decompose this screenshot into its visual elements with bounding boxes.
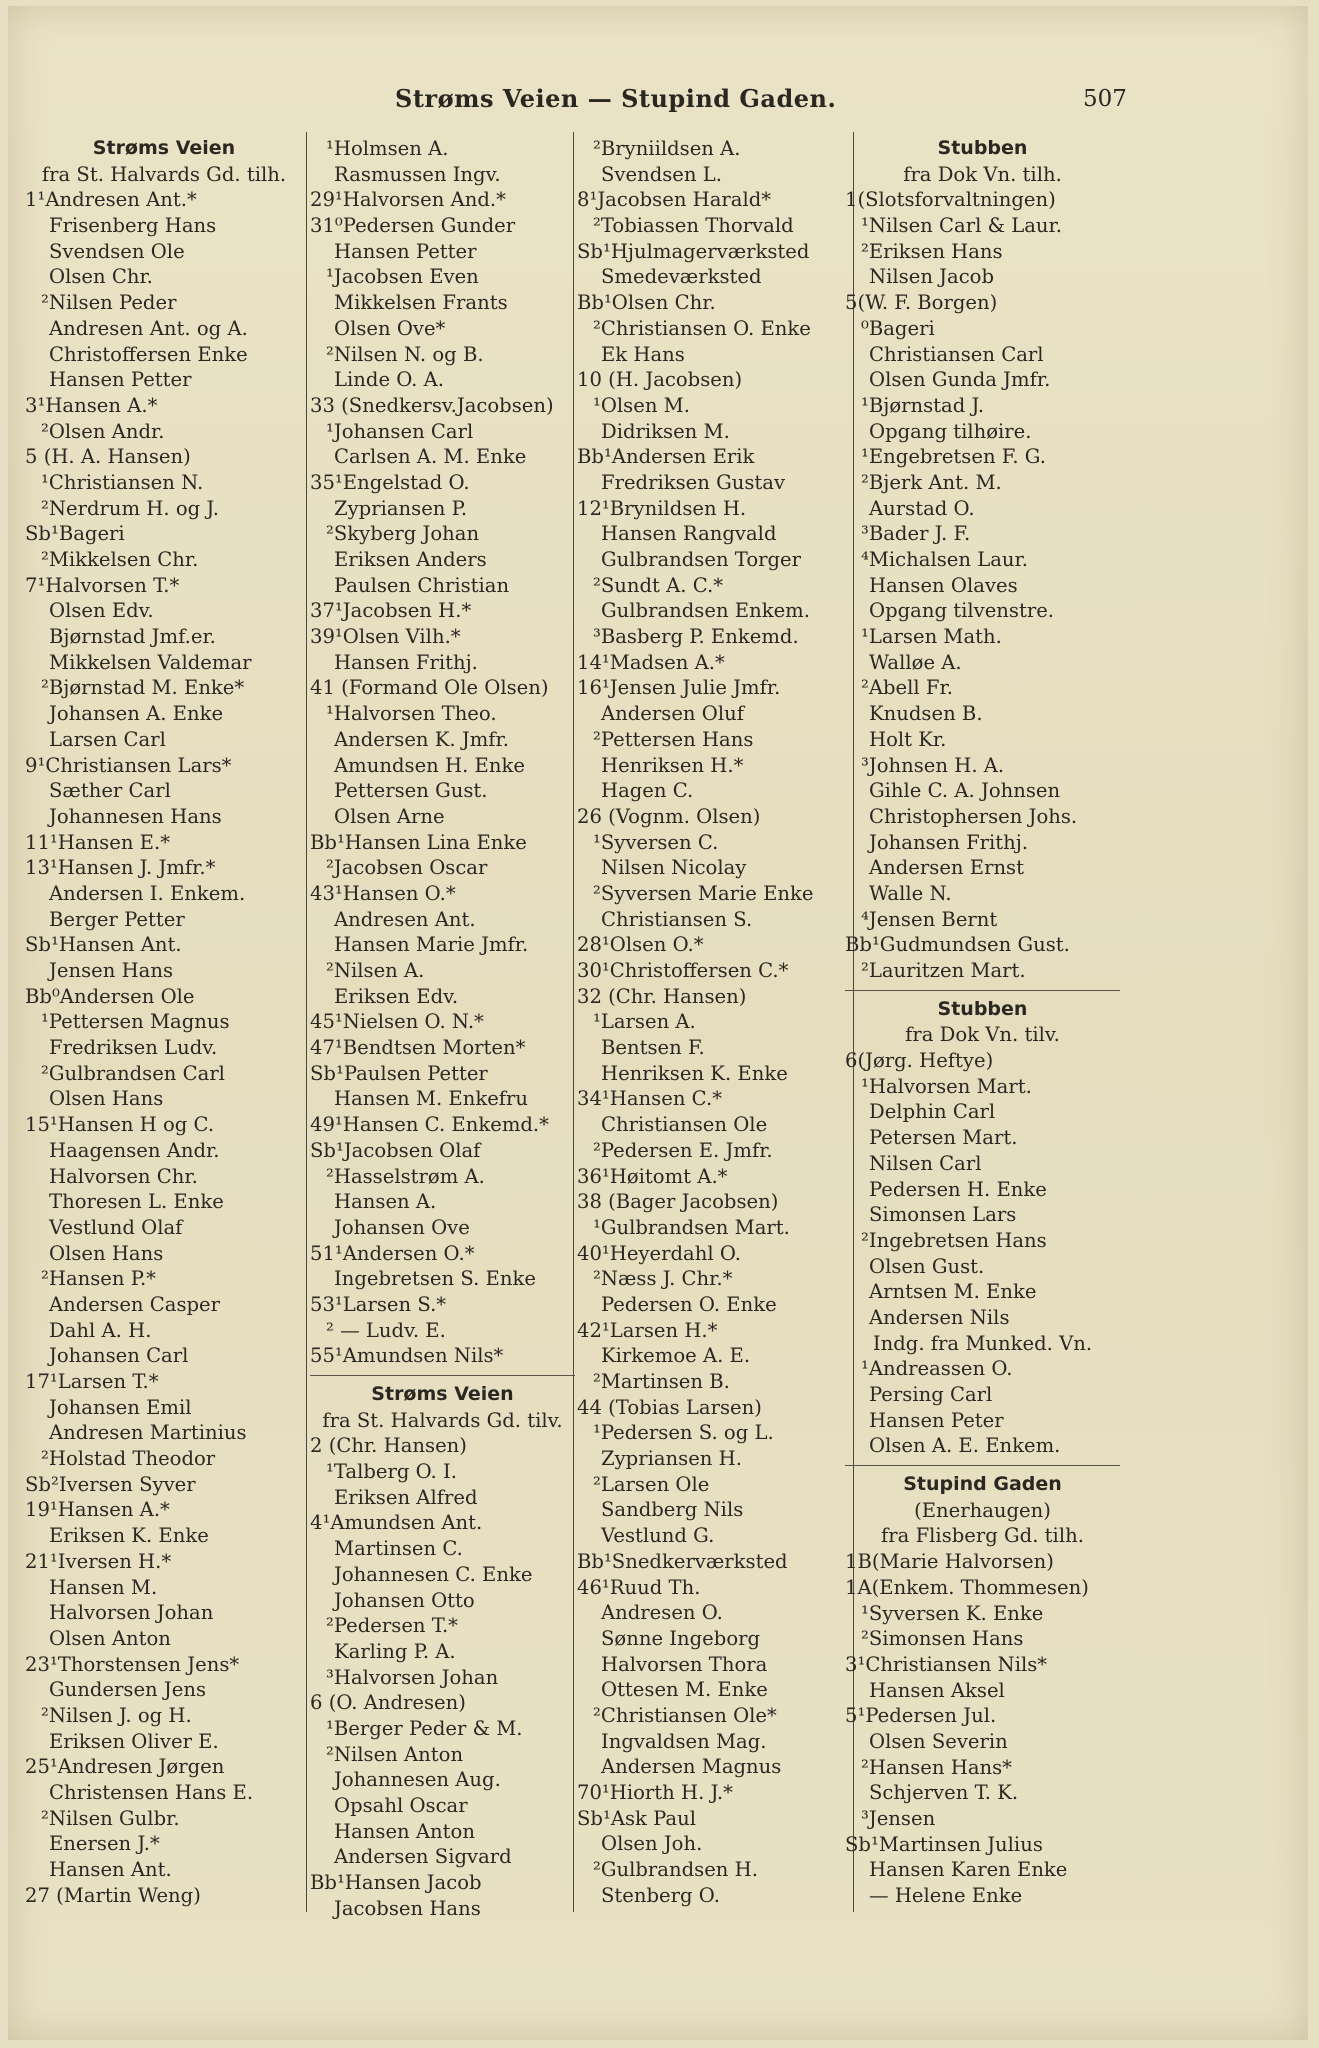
directory-entry: Haagensen Andr.: [49, 1138, 220, 1162]
directory-entry: Larsen Carl: [49, 727, 166, 751]
directory-entry: Johannesen Hans: [49, 804, 222, 828]
directory-entry: Bb¹Snedkerværksted: [577, 1549, 788, 1573]
directory-entry: Frisenberg Hans: [49, 214, 217, 238]
directory-entry: ² — Ludv. E.: [326, 1318, 446, 1342]
directory-entry: Christensen Hans E.: [49, 1781, 254, 1804]
directory-entry: Johansen Emil: [49, 1395, 192, 1419]
directory-entry: Karling P. A.: [334, 1639, 456, 1663]
directory-entry: Andersen Sigvard: [334, 1845, 512, 1869]
directory-entry: 9¹Christiansen Lars*: [25, 753, 232, 777]
column-3: [577, 136, 857, 1926]
directory-entry: Fredriksen Gustav: [601, 470, 786, 494]
directory-entry: Vestlund G.: [601, 1524, 715, 1548]
directory-entry: Eriksen Edv.: [334, 984, 459, 1008]
directory-entry: ¹Talberg O. I.: [326, 1460, 457, 1484]
directory-entry: 6 (O. Andresen): [310, 1691, 466, 1715]
directory-entry: ²Ingebretsen Hans: [861, 1228, 1047, 1252]
directory-entry: 1B(Marie Halvorsen): [845, 1550, 1054, 1574]
directory-entry: Vestlund Olaf: [49, 1215, 183, 1239]
directory-entry: Walløe A.: [869, 650, 962, 674]
directory-entry: Hansen Anton: [334, 1819, 475, 1843]
directory-entry: Olsen Gust.: [869, 1254, 985, 1278]
directory-entry: Gihle C. A. Johnsen: [869, 779, 1061, 803]
directory-entry: Enersen J.*: [49, 1832, 160, 1856]
directory-entry: Christoffersen Enke: [49, 342, 248, 366]
directory-entry: Holt Kr.: [869, 727, 947, 751]
directory-entry: Amundsen H. Enke: [334, 753, 525, 777]
directory-entry: ²Hansen P.*: [41, 1267, 156, 1291]
directory-entry: Mikkelsen Valdemar: [49, 650, 252, 674]
directory-entry: ³Jensen: [861, 1807, 936, 1830]
directory-entry: ⁴Michalsen Laur.: [861, 548, 1028, 571]
directory-entry: Hansen Rangvald: [601, 522, 777, 546]
directory-entry: Olsen A. E. Enkem.: [869, 1434, 1061, 1458]
directory-entry: fra Dok Vn. tilv.: [905, 1023, 1060, 1047]
page-title: Strøms Veien — Stupind Gaden.: [395, 84, 837, 113]
directory-entry: ²Skyberg Johan: [326, 522, 480, 546]
page-header: [0, 84, 1319, 118]
directory-entry: 46¹Ruud Th.: [577, 1575, 701, 1599]
directory-entry: Svendsen Ole: [49, 239, 185, 263]
directory-entry: 3¹Christiansen Nils*: [845, 1652, 1048, 1676]
directory-entry: Opsahl Oscar: [334, 1794, 468, 1817]
column-4: [845, 136, 1120, 1926]
directory-entry: ²Pettersen Hans: [593, 727, 754, 751]
directory-entry: Pedersen O. Enke: [601, 1292, 777, 1316]
directory-entry: 14¹Madsen A.*: [577, 650, 725, 674]
directory-entry: Andersen Casper: [49, 1292, 221, 1316]
directory-entry: Bentsen F.: [601, 1036, 705, 1060]
directory-entry: ²Christiansen Ole*: [593, 1703, 777, 1727]
directory-entry: fra Flisberg Gd. tilh.: [881, 1524, 1084, 1548]
directory-entry: ¹Pettersen Magnus: [41, 1010, 230, 1034]
directory-entry: Hansen Karen Enke: [869, 1858, 1068, 1882]
directory-entry: Gundersen Jens: [49, 1678, 207, 1702]
directory-entry: ²Olsen Andr.: [41, 419, 165, 443]
directory-entry: ²Bjørnstad M. Enke*: [41, 676, 245, 700]
directory-entry: ¹Gulbrandsen Mart.: [593, 1215, 790, 1239]
directory-entry: ¹Johansen Carl: [326, 419, 474, 443]
directory-entry: Berger Petter: [49, 907, 185, 931]
directory-entry: Opgang tilvenstre.: [869, 599, 1055, 623]
directory-entry: 5 (H. A. Hansen): [25, 445, 191, 469]
directory-entry: Olsen Arne: [334, 804, 445, 828]
directory-entry: 70¹Hiorth H. J.*: [577, 1781, 733, 1804]
directory-entry: ²Pedersen T.*: [326, 1614, 458, 1638]
directory-entry: Hansen Peter: [869, 1408, 1004, 1432]
directory-entry: 37¹Jacobsen H.*: [310, 599, 472, 623]
street-heading: Stubben: [937, 997, 1028, 1020]
directory-entry: ²Tobiassen Thorvald: [593, 214, 794, 238]
directory-entry: ¹Olsen M.: [593, 393, 690, 417]
directory-entry: 10 (H. Jacobsen): [577, 368, 743, 392]
directory-entry: Johansen Otto: [334, 1588, 475, 1612]
directory-entry: Jacobsen Hans: [334, 1896, 481, 1920]
directory-entry: 1(Slotsforvaltningen): [845, 188, 1056, 212]
directory-entry: 40¹Heyerdahl O.: [577, 1241, 741, 1265]
directory-entry: Christiansen Ole: [601, 1113, 768, 1137]
directory-entry: ²Christiansen O. Enke: [593, 316, 811, 340]
directory-entry: Olsen Hans: [49, 1241, 164, 1265]
directory-entry: — Helene Enke: [869, 1884, 1023, 1908]
directory-entry: Ingebretsen S. Enke: [334, 1267, 536, 1291]
directory-entry: 5¹Pedersen Jul.: [845, 1704, 997, 1728]
directory-entry: 8¹Jacobsen Harald*: [577, 188, 772, 212]
directory-entry: 49¹Hansen C. Enkemd.*: [310, 1113, 549, 1137]
directory-entry: Andersen Ernst: [869, 856, 1024, 880]
directory-entry: ²Martinsen B.: [593, 1370, 730, 1393]
directory-entry: Ottesen M. Enke: [601, 1678, 768, 1702]
directory-entry: Sb¹Martinsen Julius: [845, 1832, 1043, 1856]
directory-entry: Sb²Iversen Syver: [25, 1472, 196, 1496]
directory-entry: ²Bryniildsen A.: [593, 137, 741, 160]
directory-entry: Hansen Ant.: [49, 1858, 172, 1882]
directory-entry: 41 (Formand Ole Olsen): [310, 676, 549, 700]
directory-entry: Andersen Oluf: [601, 702, 744, 726]
directory-entry: 53¹Larsen S.*: [310, 1292, 447, 1316]
directory-entry: Olsen Ove*: [334, 316, 446, 340]
directory-entry: 35¹Engelstad O.: [310, 470, 470, 494]
directory-entry: ³Johnsen H. A.: [861, 753, 1005, 777]
directory-entry: ²Gulbrandsen H.: [593, 1858, 758, 1882]
directory-entry: ¹Halvorsen Theo.: [326, 702, 497, 726]
directory-entry: Sb¹Hansen Ant.: [25, 933, 182, 957]
directory-entry: ²Næss J. Chr.*: [593, 1267, 733, 1291]
directory-entry: 27 (Martin Weng): [25, 1883, 201, 1907]
directory-entry: 2 (Chr. Hansen): [310, 1434, 467, 1458]
directory-entry: 34¹Hansen C.*: [577, 1087, 722, 1111]
directory-entry: Walle N.: [869, 881, 952, 905]
directory-entry: ²Nilsen Gulbr.: [41, 1806, 180, 1830]
directory-entry: Hagen C.: [601, 779, 694, 803]
street-heading: Stupind Gaden: [903, 1473, 1062, 1496]
street-heading: Strøms Veien: [92, 137, 236, 159]
directory-entry: 17¹Larsen T.*: [25, 1370, 159, 1393]
directory-entry: 30¹Christoffersen C.*: [577, 959, 789, 982]
directory-entry: ¹Halvorsen Mart.: [861, 1074, 1032, 1098]
section-rule: [845, 1465, 1120, 1466]
directory-entry: ¹Engebretsen F. G.: [861, 445, 1046, 469]
directory-entry: Rasmussen Ingv.: [334, 162, 501, 186]
directory-entry: ¹Syversen C.: [593, 830, 719, 854]
directory-entry: Olsen Joh.: [601, 1832, 703, 1856]
directory-entry: Thoresen L. Enke: [49, 1190, 224, 1214]
directory-entry: Hansen M.: [49, 1575, 158, 1599]
directory-entry: Halvorsen Johan: [49, 1601, 214, 1625]
directory-entry: ¹Nilsen Carl & Laur.: [861, 214, 1062, 238]
directory-entry: 21¹Iversen H.*: [25, 1549, 172, 1573]
directory-entry: Aurstad O.: [869, 496, 975, 520]
directory-entry: ¹Larsen Math.: [861, 625, 1002, 649]
street-heading: Strøms Veien: [371, 1383, 514, 1405]
directory-entry: Carlsen A. M. Enke: [334, 445, 527, 469]
directory-entry: 26 (Vognm. Olsen): [577, 804, 761, 828]
directory-entry: 7¹Halvorsen T.*: [25, 573, 180, 597]
section-rule: [310, 1375, 575, 1376]
column-2: [310, 136, 575, 1926]
directory-entry: Mikkelsen Frants: [334, 291, 508, 315]
directory-entry: ⁴Jensen Bernt: [861, 907, 998, 931]
directory-entry: Andresen Ant. og A.: [49, 316, 248, 340]
directory-entry: Sb¹Ask Paul: [577, 1806, 696, 1830]
directory-entry: Indg. fra Munked. Vn.: [872, 1331, 1093, 1355]
directory-entry: Olsen Hans: [49, 1087, 164, 1111]
directory-entry: Simonsen Lars: [869, 1203, 1017, 1227]
directory-entry: Andresen Martinius: [49, 1421, 247, 1445]
directory-entry: ¹Bjørnstad J.: [861, 393, 985, 417]
directory-entry: Johansen Carl: [49, 1344, 189, 1368]
directory-entry: ²Nilsen N. og B.: [326, 342, 484, 366]
directory-entry: Opgang tilhøire.: [869, 419, 1032, 443]
directory-entry: Hansen Petter: [49, 368, 192, 392]
directory-entry: ²Abell Fr.: [861, 676, 953, 700]
directory-entry: 42¹Larsen H.*: [577, 1318, 718, 1342]
section-rule: [845, 990, 1120, 991]
directory-entry: 19¹Hansen A.*: [25, 1498, 170, 1522]
directory-entry: Olsen Gunda Jmfr.: [869, 368, 1051, 392]
directory-entry: 15¹Hansen H og C.: [25, 1113, 215, 1137]
directory-entry: Henriksen K. Enke: [601, 1061, 788, 1085]
page-number: 507: [1083, 86, 1127, 112]
directory-entry: ²Mikkelsen Chr.: [41, 548, 199, 571]
directory-entry: 31⁰Pedersen Gunder: [310, 214, 516, 238]
directory-entry: ¹Holmsen A.: [326, 137, 449, 160]
directory-entry: Eriksen Anders: [334, 548, 487, 571]
directory-entry: 12¹Brynildsen H.: [577, 496, 747, 520]
directory-entry: 45¹Nielsen O. N.*: [310, 1010, 484, 1034]
directory-entry: 13¹Hansen J. Jmfr.*: [25, 856, 216, 880]
directory-entry: Gulbrandsen Enkem.: [601, 599, 810, 623]
directory-entry: Zypriansen H.: [601, 1447, 742, 1471]
directory-entry: Andresen Ant.: [334, 907, 476, 931]
directory-entry: 16¹Jensen Julie Jmfr.: [577, 676, 781, 700]
directory-entry: Sb¹Paulsen Petter: [310, 1061, 488, 1085]
directory-entry: 38 (Bager Jacobsen): [577, 1190, 779, 1214]
directory-entry: 33 (Snedkersv.Jacobsen): [310, 393, 554, 417]
directory-entry: ²Syversen Marie Enke: [593, 881, 814, 905]
directory-entry: Sb¹Jacobsen Olaf: [310, 1138, 481, 1162]
directory-entry: ²Larsen Ole: [593, 1472, 710, 1496]
directory-entry: Martinsen C.: [334, 1537, 463, 1561]
directory-entry: ¹Andreassen O.: [861, 1357, 1013, 1381]
directory-entry: ²Simonsen Hans: [861, 1627, 1024, 1651]
directory-entry: fra St. Halvards Gd. tilv.: [322, 1408, 563, 1432]
directory-entry: ³Basberg P. Enkemd.: [593, 625, 799, 649]
directory-entry: Bb¹Gudmundsen Gust.: [845, 933, 1070, 957]
directory-entry: Sønne Ingeborg: [601, 1626, 761, 1650]
directory-entry: Eriksen Oliver E.: [49, 1729, 219, 1753]
directory-entry: 51¹Andersen O.*: [310, 1241, 475, 1265]
directory-entry: Halvorsen Chr.: [49, 1164, 198, 1188]
directory-entry: Johansen A. Enke: [49, 702, 224, 726]
directory-entry: Pettersen Gust.: [334, 779, 488, 803]
directory-entry: Andresen O.: [601, 1601, 723, 1625]
directory-entry: 3¹Hansen A.*: [25, 393, 158, 417]
directory-entry: Christiansen S.: [601, 907, 753, 931]
directory-entry: ²Hasselstrøm A.: [326, 1164, 485, 1188]
directory-entry: 4¹Amundsen Ant.: [310, 1511, 483, 1535]
directory-entry: Olsen Severin: [869, 1729, 1008, 1753]
directory-entry: Hansen Petter: [334, 239, 477, 263]
directory-entry: Gulbrandsen Torger: [601, 548, 802, 571]
directory-entry: ²Lauritzen Mart.: [861, 959, 1026, 982]
directory-entry: 1A(Enkem. Thommesen): [845, 1575, 1089, 1599]
directory-entry: Hansen A.: [334, 1190, 437, 1214]
directory-entry: Nilsen Nicolay: [601, 856, 747, 880]
directory-entry: fra Dok Vn. tilh.: [903, 162, 1062, 186]
directory-entry: Olsen Chr.: [49, 265, 153, 289]
directory-entry: 29¹Halvorsen And.*: [310, 188, 506, 212]
directory-entry: Petersen Mart.: [869, 1126, 1018, 1150]
directory-entry: 43¹Hansen O.*: [310, 881, 456, 905]
directory-entry: 32 (Chr. Hansen): [577, 984, 747, 1008]
directory-entry: ²Gulbrandsen Carl: [41, 1061, 225, 1085]
directory-entry: ¹Syversen K. Enke: [861, 1601, 1044, 1625]
directory-entry: Johansen Ove: [334, 1215, 470, 1239]
directory-entry: Knudsen B.: [869, 702, 983, 726]
directory-entry: Nilsen Jacob: [869, 265, 995, 289]
directory-entry: Sandberg Nils: [601, 1498, 744, 1522]
directory-entry: Christophersen Johs.: [869, 804, 1078, 828]
directory-entry: Hansen Olaves: [869, 573, 1018, 597]
directory-entry: Stenberg O.: [601, 1883, 720, 1907]
directory-entry: Bjørnstad Jmf.er.: [49, 625, 216, 649]
directory-entry: 44 (Tobias Larsen): [577, 1395, 762, 1419]
directory-entry: Paulsen Christian: [334, 573, 510, 597]
directory-entry: ²Nilsen Anton: [326, 1742, 464, 1766]
directory-entry: ¹Berger Peder & M.: [326, 1716, 523, 1740]
directory-entry: Sb¹Hjulmagerværksted: [577, 239, 810, 263]
directory-entry: ²Nilsen Peder: [41, 291, 177, 315]
directory-entry: 6(Jørg. Heftye): [845, 1049, 994, 1073]
directory-entry: Bb⁰Andersen Ole: [25, 984, 195, 1008]
directory-entry: ²Bjerk Ant. M.: [861, 470, 1002, 494]
directory-entry: Jensen Hans: [49, 959, 174, 982]
directory-entry: Zypriansen P.: [334, 496, 468, 520]
directory-entry: Eriksen K. Enke: [49, 1524, 209, 1548]
directory-entry: Johannesen Aug.: [334, 1768, 501, 1792]
directory-entry: ²Eriksen Hans: [861, 239, 1003, 263]
street-heading: Stubben: [937, 137, 1028, 159]
directory-entry: Linde O. A.: [334, 368, 445, 392]
directory-entry: Andersen K. Jmfr.: [334, 727, 509, 751]
directory-entry: Hansen Aksel: [869, 1678, 1005, 1702]
directory-entry: fra St. Halvards Gd. tilh.: [41, 162, 287, 186]
directory-entry: ²Hansen Hans*: [861, 1755, 1012, 1779]
directory-entry: Christiansen Carl: [869, 342, 1044, 366]
directory-entry: ²Pedersen E. Jmfr.: [593, 1138, 773, 1162]
directory-entry: Olsen Anton: [49, 1626, 171, 1650]
directory-entry: Fredriksen Ludv.: [49, 1036, 218, 1060]
directory-entry: Halvorsen Thora: [601, 1652, 768, 1676]
directory-entry: Andersen Magnus: [601, 1755, 782, 1779]
directory-entry: ²Nerdrum H. og J.: [41, 496, 219, 520]
directory-entry: ³Bader J. F.: [861, 522, 971, 546]
directory-entry: Delphin Carl: [869, 1100, 996, 1124]
directory-entry: 55¹Amundsen Nils*: [310, 1344, 504, 1368]
directory-entry: Svendsen L.: [601, 162, 722, 186]
directory-entry: 11¹Hansen E.*: [25, 830, 171, 854]
directory-entry: Arntsen M. Enke: [869, 1280, 1037, 1304]
directory-entry: 28¹Olsen O.*: [577, 933, 704, 957]
directory-entry: 47¹Bendtsen Morten*: [310, 1036, 526, 1060]
directory-entry: Ingvaldsen Mag.: [601, 1729, 767, 1753]
directory-entry: Bb¹Olsen Chr.: [577, 291, 716, 315]
directory-entry: (Enerhaugen): [914, 1498, 1051, 1522]
directory-entry: Sæther Carl: [49, 779, 171, 803]
directory-entry: ¹Christiansen N.: [41, 470, 204, 494]
directory-entry: ¹Larsen A.: [593, 1010, 696, 1034]
directory-entry: ⁰Bageri: [861, 316, 935, 340]
column-divider-1: [306, 132, 307, 1912]
directory-entry: ²Sundt A. C.*: [593, 573, 724, 597]
directory-entry: Schjerven T. K.: [869, 1781, 1019, 1805]
directory-entry: Sb¹Bageri: [25, 522, 125, 546]
directory-entry: ²Nilsen J. og H.: [41, 1703, 192, 1727]
directory-entry: Andersen Nils: [869, 1305, 1010, 1329]
directory-entry: Dahl A. H.: [49, 1318, 152, 1342]
directory-entry: Eriksen Alfred: [334, 1485, 478, 1509]
directory-entry: Smedeværksted: [601, 265, 762, 289]
directory-entry: 1¹Andresen Ant.*: [25, 188, 197, 212]
directory-entry: Hansen Marie Jmfr.: [334, 933, 529, 957]
directory-entry: Johansen Frithj.: [869, 830, 1029, 854]
directory-entry: Johannesen C. Enke: [334, 1562, 533, 1586]
directory-entry: Bb¹Hansen Lina Enke: [310, 830, 527, 854]
directory-entry: Bb¹Andersen Erik: [577, 445, 755, 469]
directory-entry: ²Holstad Theodor: [41, 1447, 216, 1471]
directory-entry: ²Nilsen A.: [326, 959, 425, 982]
directory-entry: 5(W. F. Borgen): [845, 291, 998, 315]
column-1: [25, 136, 303, 1926]
directory-entry: Henriksen H.*: [601, 753, 744, 777]
directory-entry: Persing Carl: [869, 1383, 993, 1406]
directory-entry: Kirkemoe A. E.: [601, 1344, 751, 1368]
directory-entry: ³Halvorsen Johan: [326, 1665, 499, 1689]
directory-entry: ²Jacobsen Oscar: [326, 856, 488, 880]
directory-entry: Andersen I. Enkem.: [49, 881, 246, 905]
directory-entry: 25¹Andresen Jørgen: [25, 1755, 225, 1779]
directory-entry: 23¹Thorstensen Jens*: [25, 1652, 240, 1676]
directory-entry: ¹Pedersen S. og L.: [593, 1421, 774, 1445]
directory-entry: Hansen Frithj.: [334, 650, 478, 674]
directory-entry: Hansen M. Enkefru: [334, 1087, 529, 1111]
directory-entry: Didriksen M.: [601, 419, 730, 443]
directory-entry: Pedersen H. Enke: [869, 1177, 1047, 1201]
directory-entry: Ek Hans: [601, 342, 685, 366]
directory-entry: 39¹Olsen Vilh.*: [310, 625, 461, 649]
directory-entry: Nilsen Carl: [869, 1151, 982, 1175]
directory-entry: Olsen Edv.: [49, 599, 154, 623]
directory-entry: 36¹Høitomt A.*: [577, 1164, 728, 1188]
directory-entry: Bb¹Hansen Jacob: [310, 1871, 482, 1895]
directory-entry: ¹Jacobsen Even: [326, 265, 479, 289]
